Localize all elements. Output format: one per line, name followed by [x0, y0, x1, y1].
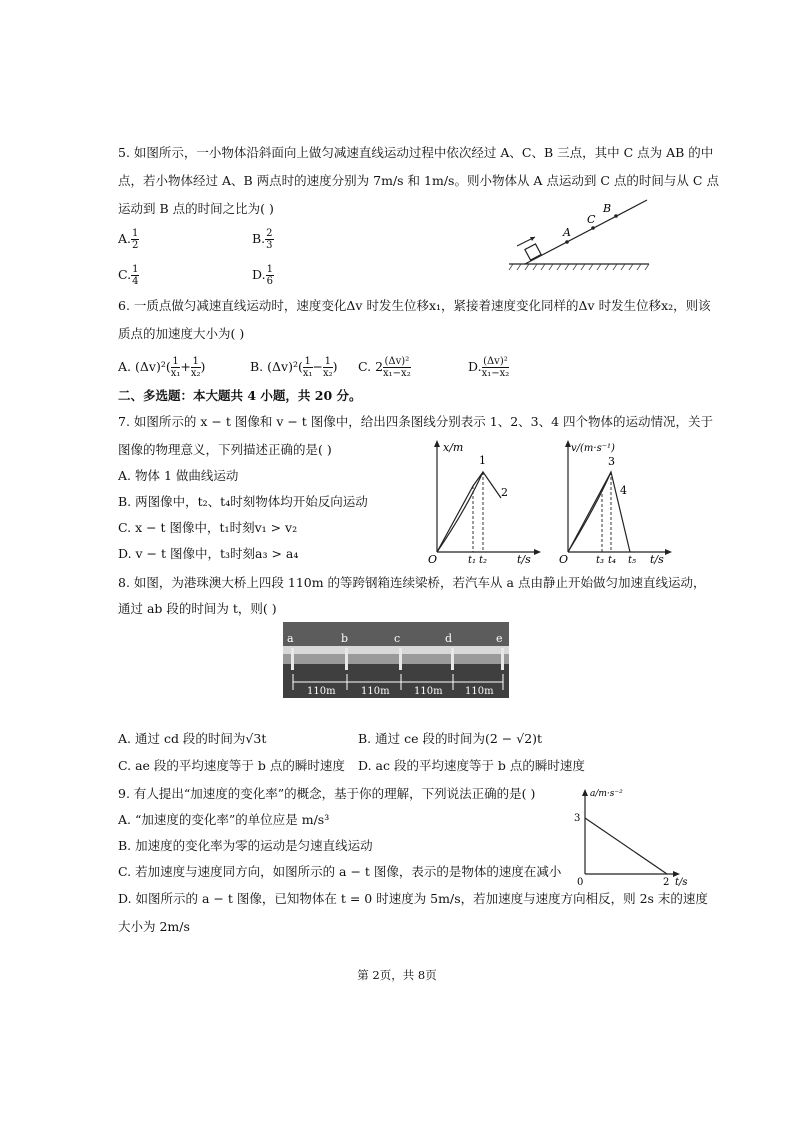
page-footer: 第 2页，共 8页 — [357, 968, 437, 982]
q6-option-c[interactable]: C. 2 $\frac{\text{(Δv)²}}{\text{x₁−x₂}}$ — [358, 356, 411, 379]
incline-line — [525, 200, 647, 264]
q7-option-d[interactable]: D. v − t 图像中，t₃时刻a₃ > a₄ — [118, 546, 299, 561]
svg-text:2: 2 — [501, 486, 508, 499]
v-t-graph — [556, 436, 681, 566]
svg-text:O: O — [559, 553, 569, 566]
q5-option-c[interactable]: C. $\frac{1}{4}$ — [118, 264, 139, 287]
q5-option-b[interactable]: B. $\frac{2}{3}$ — [252, 228, 273, 251]
svg-text:t₁: t₁ — [468, 555, 477, 566]
q5-stem-line3: 运动到 B 点的时间之比为( ) — [118, 201, 274, 216]
point-b-label: B — [603, 202, 612, 215]
q6-option-a[interactable]: A. (Δv)²( $\frac{1}{\text{x₁}}$ + $\frac{1}{\text{x₂}}$ ) — [118, 356, 206, 379]
svg-text:O: O — [428, 553, 438, 566]
a-t-graph — [570, 786, 690, 888]
incline-figure — [505, 196, 655, 272]
q6-stem-line1: 6. 一质点做匀减速直线运动时，速度变化Δv 时发生位移x₁，紧接着速度变化同样的Δv 时发生位移x₂，则该 — [118, 298, 711, 313]
q7-option-a[interactable]: A. 物体 1 做曲线运动 — [118, 468, 239, 483]
block — [525, 244, 541, 260]
svg-text:t₂: t₂ — [479, 555, 488, 566]
bridge-point-e: e — [496, 632, 503, 645]
span-label-4: 110m — [465, 686, 494, 697]
q8-option-d[interactable]: D. ac 段的平均速度等于 b 点的瞬时速度 — [358, 758, 585, 773]
q9-option-d[interactable]: D. 如图所示的 a − t 图像，已知物体在 t = 0 时速度为 5m/s，若加速度与速度方向相反，则 2s 末的速度 — [118, 891, 708, 906]
q9-option-d-cont: 大小为 2m/s — [118, 919, 190, 934]
svg-text:t/s: t/s — [675, 877, 688, 888]
svg-text:t₄: t₄ — [608, 555, 617, 566]
span-label-1: 110m — [307, 686, 336, 697]
q5-option-d[interactable]: D. $\frac{1}{6}$ — [252, 264, 273, 287]
point-a-label: A — [563, 226, 571, 239]
curve-1 — [437, 472, 483, 552]
a-t-line — [585, 818, 667, 874]
svg-text:0: 0 — [577, 877, 584, 888]
section-heading-multi-choice: 二、多选题：本大题共 4 小题，共 20 分。 — [118, 388, 362, 403]
q5-stem-line1: 5. 如图所示，一小物体沿斜面向上做匀减速直线运动过程中依次经过 A、C、B 三点，其中 C 点为 AB 的中 — [118, 145, 714, 160]
q5-option-a[interactable]: A. $\frac{1}{2}$ — [118, 228, 139, 251]
svg-text:a/m·s⁻²: a/m·s⁻² — [590, 789, 623, 799]
curve-2 — [437, 472, 501, 552]
q8-option-c[interactable]: C. ae 段的平均速度等于 b 点的瞬时速度 — [118, 758, 345, 773]
q9-option-a[interactable]: A. “加速度的变化率”的单位应是 m/s³ — [118, 812, 330, 827]
q8-option-a[interactable]: A. 通过 cd 段的时间为√3t — [118, 731, 267, 746]
bridge-point-a: a — [287, 632, 294, 645]
q9-option-b[interactable]: B. 加速度的变化率为零的运动是匀速直线运动 — [118, 838, 373, 853]
x-t-graph — [425, 436, 550, 566]
bridge-point-d: d — [445, 632, 453, 645]
fraction: $\frac{2}{3}$ — [266, 228, 273, 251]
bridge-point-c: c — [394, 632, 401, 645]
svg-text:v/(m·s⁻¹): v/(m·s⁻¹) — [571, 443, 615, 454]
svg-text:2: 2 — [663, 877, 670, 888]
svg-text:x/m: x/m — [443, 441, 464, 454]
svg-text:t/s: t/s — [650, 553, 664, 566]
fraction: $\frac{1}{2}$ — [132, 228, 139, 251]
point-c-label: C — [587, 213, 596, 226]
q8-stem-line1: 8. 如图，为港珠澳大桥上四段 110m 的等跨钢箱连续梁桥，若汽车从 a 点由静止开始做匀加速直线运动， — [118, 575, 706, 590]
fraction: $\frac{1}{4}$ — [132, 264, 139, 287]
q8-stem-line2: 通过 ab 段的时间为 t，则( ) — [118, 601, 277, 616]
q7-stem-line1: 7. 如图所示的 x − t 图像和 v − t 图像中，给出四条图线分别表示 1、2、3、4 四个物体的运动情况，关于 — [118, 414, 714, 429]
q6-option-d[interactable]: D. $\frac{\text{(Δv)²}}{\text{x₁−x₂}}$ — [468, 356, 510, 379]
svg-text:3: 3 — [574, 813, 581, 824]
svg-text:t₃: t₃ — [596, 555, 605, 566]
q5-stem-line2: 点，若小物体经过 A、B 两点时的速度分别为 7m/s 和 1m/s。则小物体从 A 点运动到 C 点的时间与从 C 点 — [118, 173, 719, 188]
q7-option-c[interactable]: C. x − t 图像中，t₁时刻v₁ > v₂ — [118, 520, 298, 535]
bridge-photo — [283, 622, 509, 698]
curve-3 — [568, 472, 611, 552]
q7-stem-line2: 图像的物理意义，下列描述正确的是( ) — [118, 442, 332, 457]
span-label-3: 110m — [414, 686, 443, 697]
svg-text:1: 1 — [479, 454, 486, 467]
svg-text:3: 3 — [608, 455, 615, 468]
q8-option-b[interactable]: B. 通过 ce 段的时间为(2 − √2)t — [358, 731, 543, 746]
q9-option-c[interactable]: C. 若加速度与速度同方向，如图所示的 a − t 图像，表示的是物体的速度在减小 — [118, 864, 562, 879]
q6-stem-line2: 质点的加速度大小为( ) — [118, 326, 245, 341]
svg-text:t/s: t/s — [517, 553, 531, 566]
q6-option-b[interactable]: B. (Δv)²( $\frac{1}{\text{x₁}}$ − $\frac{1}{\text{x₂}}$ ) — [250, 356, 338, 379]
bridge-point-b: b — [341, 632, 349, 645]
q7-option-b[interactable]: B. 两图像中，t₂、t₄时刻物体均开始反向运动 — [118, 494, 368, 509]
fraction: $\frac{1}{6}$ — [266, 264, 273, 287]
svg-text:t₅: t₅ — [628, 555, 637, 566]
q9-stem: 9. 有人提出“加速度的变化率”的概念，基于你的理解，下列说法正确的是( ) — [118, 786, 536, 801]
svg-text:4: 4 — [620, 484, 627, 497]
span-label-2: 110m — [361, 686, 390, 697]
